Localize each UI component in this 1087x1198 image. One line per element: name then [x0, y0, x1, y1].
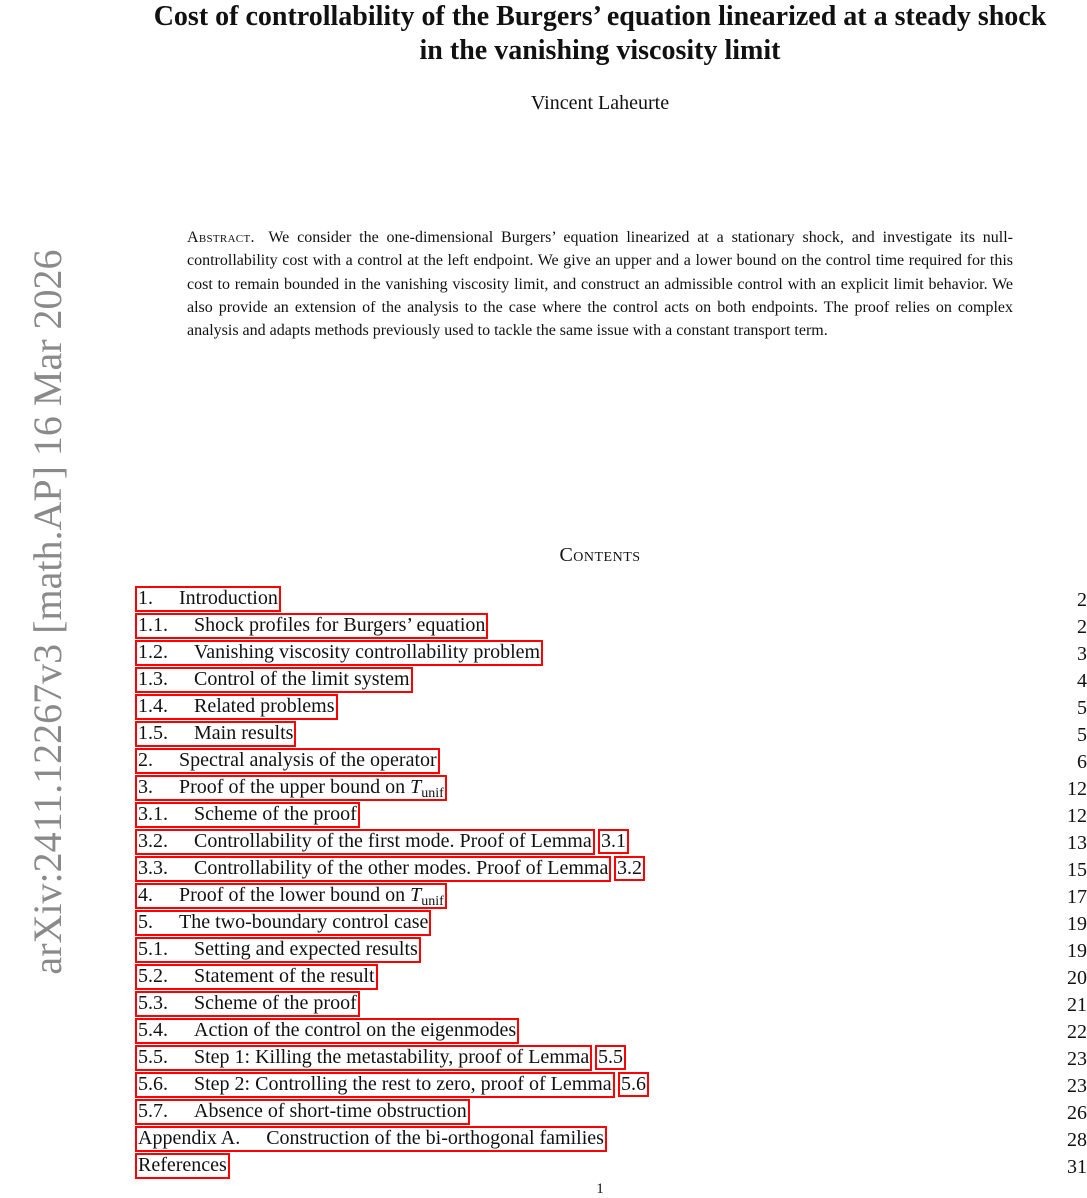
- toc-entry: [135, 694, 1087, 721]
- toc-math-subscript: unif: [421, 786, 444, 801]
- arxiv-identifier-stamp: arXiv:2411.12267v3 [math.AP] 16 Mar 2026: [25, 249, 70, 975]
- toc-section-title: Action of the control on the eigenmodes: [194, 1019, 517, 1041]
- toc-entry: [135, 613, 1087, 640]
- toc-lemma-ref-wrapper: [592, 1045, 626, 1070]
- toc-entry-link[interactable]: [135, 1018, 519, 1044]
- toc-page-number: 12: [1067, 805, 1087, 827]
- toc-entry-link[interactable]: [135, 1072, 615, 1098]
- toc-section-title: Scheme of the proof: [194, 803, 357, 825]
- toc-page-number: 26: [1067, 1102, 1087, 1124]
- toc-section-number: 5.2.: [138, 965, 168, 987]
- toc-section-title: Spectral analysis of the operator: [179, 749, 437, 771]
- toc-page-number: 12: [1067, 778, 1087, 800]
- toc-entry-link[interactable]: [135, 883, 447, 909]
- toc-section-number: 4.: [138, 884, 153, 906]
- toc-page-number: 31: [1067, 1156, 1087, 1178]
- toc-entry: [135, 937, 1087, 964]
- toc-lemma-ref-wrapper: [595, 829, 629, 854]
- toc-section-number: 5.1.: [138, 938, 168, 960]
- toc-section-title: Statement of the result: [194, 965, 375, 987]
- toc-page-number: 4: [1077, 670, 1087, 692]
- toc-section-number: Appendix A.: [138, 1127, 241, 1149]
- toc-page-number: 2: [1077, 616, 1087, 638]
- toc-section-title: Main results: [194, 722, 294, 744]
- toc-entry: [135, 802, 1087, 829]
- toc-entry-link[interactable]: [135, 856, 611, 882]
- toc-entry: [135, 640, 1087, 667]
- toc-entry-link[interactable]: [135, 1045, 592, 1071]
- paper-title: [110, 0, 1087, 68]
- toc-entry-link[interactable]: [135, 991, 360, 1017]
- toc-section-number: 3.1.: [138, 803, 168, 825]
- toc-entry: [135, 775, 1087, 802]
- toc-section-number: 1.: [138, 587, 153, 609]
- toc-section-title: Control of the limit system: [194, 668, 410, 690]
- toc-entry-link[interactable]: [135, 937, 421, 963]
- toc-section-title: Setting and expected results: [194, 938, 418, 960]
- toc-math-variable: T: [410, 776, 422, 798]
- toc-math-variable: T: [410, 884, 422, 906]
- toc-entry: [135, 1126, 1087, 1153]
- toc-entry-link[interactable]: [135, 829, 595, 855]
- toc-section-number: 1.1.: [138, 614, 168, 636]
- toc-entry-link[interactable]: [135, 1099, 470, 1125]
- toc-entry: [135, 667, 1087, 694]
- toc-entry-link[interactable]: [135, 721, 296, 747]
- toc-entry-link[interactable]: [135, 775, 447, 801]
- abstract: [187, 226, 1013, 342]
- toc-section-title: Vanishing viscosity controllability problem: [194, 641, 541, 663]
- toc-page-number: 5: [1077, 697, 1087, 719]
- toc-section-title: References: [138, 1154, 227, 1176]
- toc-section-title: Proof of the lower bound on: [179, 884, 411, 906]
- toc-math-symbol: [410, 884, 444, 909]
- toc-section-title: Absence of short-time obstruction: [194, 1100, 467, 1122]
- toc-page-number: 2: [1077, 589, 1087, 611]
- toc-section-number: 5.3.: [138, 992, 168, 1014]
- toc-entry: [135, 991, 1087, 1018]
- toc-entry-link[interactable]: [135, 640, 543, 666]
- toc-section-number: 3.3.: [138, 857, 168, 879]
- toc-section-number: 3.: [138, 776, 153, 798]
- toc-entry-link[interactable]: [135, 667, 413, 693]
- toc-page-number: 5: [1077, 724, 1087, 746]
- table-of-contents: [135, 586, 1087, 1180]
- toc-section-number: 1.2.: [138, 641, 168, 663]
- toc-math-subscript: unif: [421, 894, 444, 909]
- toc-section-number: 5.7.: [138, 1100, 168, 1122]
- toc-section-title: Controllability of the other modes. Proof of Lemma: [194, 857, 609, 879]
- toc-entry: [135, 586, 1087, 613]
- toc-page-number: 15: [1067, 859, 1087, 881]
- toc-entry-link[interactable]: [135, 613, 488, 639]
- toc-section-title: Controllability of the first mode. Proof of Lemma: [194, 830, 592, 852]
- toc-page-number: 3: [1077, 643, 1087, 665]
- paper-title-line-2: in the vanishing viscosity limit: [419, 35, 781, 66]
- toc-section-number: 5.6.: [138, 1073, 168, 1095]
- toc-lemma-ref-wrapper: [615, 1072, 649, 1097]
- toc-entry-link[interactable]: [135, 802, 360, 828]
- lemma-reference-link[interactable]: 5.5: [595, 1045, 626, 1070]
- toc-section-title: Shock profiles for Burgers’ equation: [194, 614, 486, 636]
- toc-entry-link[interactable]: [135, 694, 338, 720]
- toc-entry: [135, 1099, 1087, 1126]
- contents-heading: Contents: [559, 544, 641, 566]
- toc-section-number: 5.4.: [138, 1019, 168, 1041]
- toc-entry: [135, 748, 1087, 775]
- toc-entry-link[interactable]: [135, 964, 378, 990]
- toc-section-title: Step 1: Killing the metastability, proof of Lemma: [194, 1046, 590, 1068]
- author-name: Vincent Laheurte: [530, 92, 670, 114]
- toc-page-number: 6: [1077, 751, 1087, 773]
- toc-entry: [135, 829, 1087, 856]
- lemma-reference-link[interactable]: 3.1: [598, 829, 629, 854]
- toc-math-symbol: [410, 776, 444, 801]
- toc-page-number: 20: [1067, 967, 1087, 989]
- paper-title-line-1: Cost of controllability of the Burgers’ equation linearized at a steady shock: [153, 1, 1047, 32]
- toc-entry: [135, 910, 1087, 937]
- lemma-reference-link[interactable]: 3.2: [614, 856, 645, 881]
- toc-page-number: 13: [1067, 832, 1087, 854]
- toc-section-title: Related problems: [194, 695, 335, 717]
- toc-section-number: 1.5.: [138, 722, 168, 744]
- toc-entry: [135, 1045, 1087, 1072]
- toc-section-number: 3.2.: [138, 830, 168, 852]
- toc-page-number: 28: [1067, 1129, 1087, 1151]
- toc-page-number: 19: [1067, 913, 1087, 935]
- toc-entry: [135, 856, 1087, 883]
- toc-section-title: Step 2: Controlling the rest to zero, proof of Lemma: [194, 1073, 612, 1095]
- toc-section-title: Proof of the upper bound on: [179, 776, 411, 798]
- toc-entry: [135, 721, 1087, 748]
- toc-page-number: 23: [1067, 1075, 1087, 1097]
- toc-entry: [135, 964, 1087, 991]
- toc-entry-link[interactable]: [135, 1126, 607, 1152]
- page-number: 1: [596, 1181, 604, 1197]
- abstract-text: We consider the one-dimensional Burgers’ equation linearized at a stationary shock, and investigate its null-controllability cost with a control at the left endpoint. We give an upper and a lower bound on the control time required for this cost to remain bounded in the vanishing viscosity limit, and construct an admissible control with an explicit limit behavior. We also provide an extension of the analysis to the case where the control acts on both endpoints. The proof relies on complex analysis and adapts methods previously used to tackle the same issue with a constant transport term.: [187, 229, 1013, 340]
- toc-section-title: Introduction: [179, 587, 278, 609]
- toc-page-number: 22: [1067, 1021, 1087, 1043]
- toc-section-number: 5.: [138, 911, 153, 933]
- toc-lemma-ref-wrapper: [611, 856, 645, 881]
- toc-section-title: Construction of the bi-orthogonal families: [266, 1127, 604, 1149]
- toc-section-number: 2.: [138, 749, 153, 771]
- toc-section-title: Scheme of the proof: [194, 992, 357, 1014]
- toc-entry: [135, 1018, 1087, 1045]
- toc-page-number: 17: [1067, 886, 1087, 908]
- toc-page-number: 23: [1067, 1048, 1087, 1070]
- toc-entry-link[interactable]: [135, 748, 440, 774]
- toc-entry-link[interactable]: [135, 910, 431, 936]
- toc-entry-link[interactable]: [135, 586, 281, 612]
- abstract-label: Abstract.: [187, 229, 255, 246]
- toc-section-number: 1.4.: [138, 695, 168, 717]
- toc-page-number: 19: [1067, 940, 1087, 962]
- toc-page-number: 21: [1067, 994, 1087, 1016]
- toc-section-number: 5.5.: [138, 1046, 168, 1068]
- toc-entry: [135, 883, 1087, 910]
- toc-section-title: The two-boundary control case: [179, 911, 429, 933]
- lemma-reference-link[interactable]: 5.6: [618, 1072, 649, 1097]
- toc-entry: [135, 1153, 1087, 1180]
- toc-section-number: 1.3.: [138, 668, 168, 690]
- toc-entry: [135, 1072, 1087, 1099]
- toc-entry-link[interactable]: [135, 1153, 230, 1179]
